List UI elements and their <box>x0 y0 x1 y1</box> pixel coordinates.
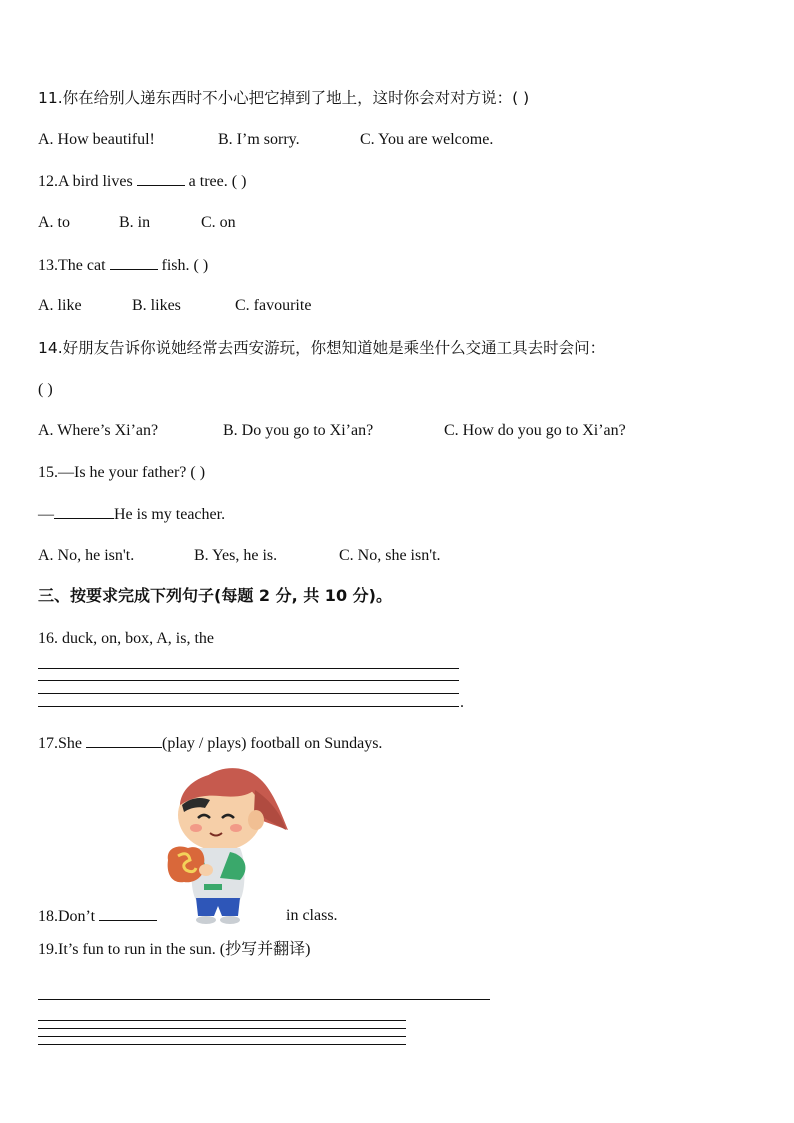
boy-eating-icon <box>160 760 290 925</box>
q17-prefix: 17.She <box>38 735 82 752</box>
q13-suffix: fish. ( ) <box>161 257 209 274</box>
q12-prefix: 12.A bird lives <box>38 173 133 190</box>
q14-options <box>38 421 626 441</box>
q12-blank[interactable] <box>137 171 185 186</box>
q19-question: 19.It’s fun to run in the sun. (抄写并翻译) <box>38 941 311 958</box>
q12-options <box>38 213 236 233</box>
q16-answer-line-4[interactable] <box>38 706 459 707</box>
section-3-title: 三、按要求完成下列句子(每题 2 分, 共 10 分)。 <box>38 586 392 605</box>
q12-suffix: a tree. ( ) <box>188 173 247 190</box>
q18-blank[interactable] <box>99 906 157 921</box>
q15-question: 15.—Is he your father? ( ) <box>38 464 206 481</box>
q13-options <box>38 296 311 316</box>
q15-dash: — <box>38 506 54 523</box>
q12-option-b[interactable]: B. in <box>119 214 151 231</box>
q15-options <box>38 546 441 566</box>
q15-answer <box>38 504 225 525</box>
q17-question <box>38 733 382 754</box>
q11-question: 11.你在给别人递东西时不小心把它掉到了地上，这时你会对对方说：( ) <box>38 89 530 107</box>
q13-prefix: 13.The cat <box>38 257 106 274</box>
q14-option-b[interactable]: B. Do you go to Xi’an? <box>223 422 374 439</box>
q19-translate-line-2[interactable] <box>38 1028 406 1029</box>
q12-option-a[interactable]: A. to <box>38 214 70 231</box>
q13-question <box>38 255 208 276</box>
q19-translate-line-4[interactable] <box>38 1044 406 1045</box>
q14-option-c[interactable]: C. How do you go to Xi’an? <box>444 422 626 439</box>
q13-blank[interactable] <box>110 255 158 270</box>
q15-blank[interactable] <box>54 504 114 519</box>
q16-answer-line-3[interactable] <box>38 693 459 694</box>
q16-question: 16. duck, on, box, A, is, the <box>38 630 214 647</box>
q12-question <box>38 171 246 192</box>
q14-paren: ( ) <box>38 381 53 398</box>
q18-suffix: in class. <box>286 907 338 924</box>
q13-option-a[interactable]: A. like <box>38 297 82 314</box>
q15-option-c[interactable]: C. No, she isn't. <box>339 547 441 564</box>
q15-answer-text: He is my teacher. <box>114 506 226 523</box>
q17-blank[interactable] <box>86 733 162 748</box>
q19-translate-line-3[interactable] <box>38 1036 406 1037</box>
q14-option-a[interactable]: A. Where’s Xi’an? <box>38 422 159 439</box>
q18-prefix: 18.Don’t <box>38 908 96 925</box>
q11-options <box>38 130 493 150</box>
q18-question <box>38 906 157 927</box>
q17-suffix: (play / plays) football on Sundays. <box>162 735 383 752</box>
q11-option-a[interactable]: A. How beautiful! <box>38 131 155 148</box>
q15-option-b[interactable]: B. Yes, he is. <box>194 547 278 564</box>
q13-option-b[interactable]: B. likes <box>132 297 181 314</box>
q14-question: 14.好朋友告诉你说她经常去西安游玩，你想知道她是乘坐什么交通工具去时会问： <box>38 339 606 357</box>
q15-option-a[interactable]: A. No, he isn't. <box>38 547 135 564</box>
q16-answer-line-1[interactable] <box>38 668 459 669</box>
q19-translate-line-1[interactable] <box>38 1020 406 1021</box>
q16-end-mark: . <box>460 694 464 711</box>
q11-option-c[interactable]: C. You are welcome. <box>360 131 494 148</box>
q11-option-b[interactable]: B. I’m sorry. <box>218 131 300 148</box>
q16-answer-line-2[interactable] <box>38 680 459 681</box>
q19-copy-line[interactable] <box>38 999 490 1000</box>
q13-option-c[interactable]: C. favourite <box>235 297 312 314</box>
q12-option-c[interactable]: C. on <box>201 214 236 231</box>
